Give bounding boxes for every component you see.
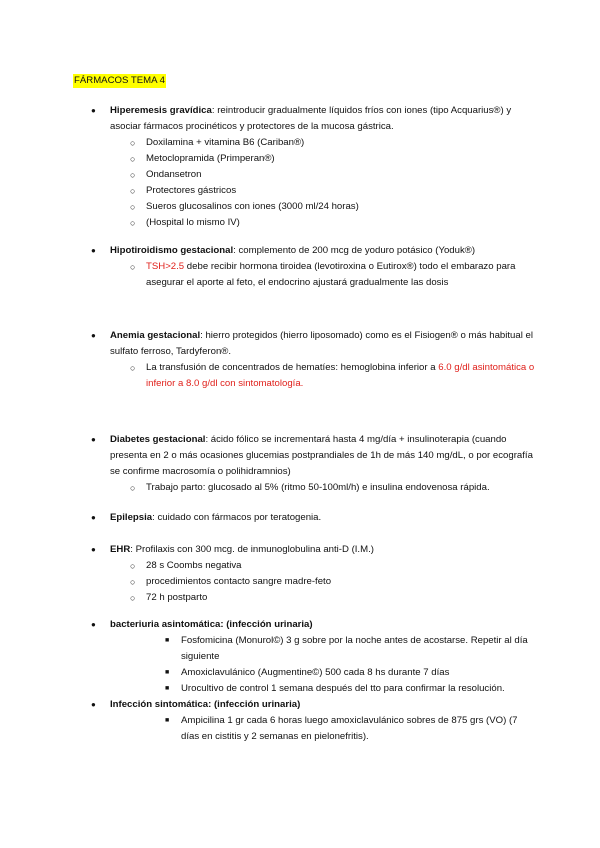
- highlight-text: TSH>2.5: [146, 261, 185, 272]
- circle-marker: ○: [130, 577, 136, 587]
- item-text: : complemento de 200 mcg de yoduro potásico (Yoduk®): [233, 245, 476, 256]
- item-text: Protectores gástricos: [146, 185, 237, 196]
- bullet-marker: ●: [91, 435, 96, 444]
- bullet-marker: ●: [91, 106, 96, 115]
- bullet-marker: ●: [91, 513, 96, 522]
- square-marker: ■: [165, 637, 170, 644]
- list-item: [0, 103, 600, 135]
- list-item: [0, 617, 600, 633]
- square-marker: ■: [165, 685, 170, 692]
- term: Anemia gestacional: [110, 330, 201, 341]
- item-text: La transfusión de concentrados de hematíes: hemoglobina inferior a: [146, 362, 439, 373]
- list-item: [0, 574, 600, 590]
- bullet-marker: ●: [91, 246, 96, 255]
- list-item: [0, 183, 600, 199]
- section-anemia: [0, 328, 600, 392]
- bullet-marker: ●: [91, 620, 96, 629]
- item-text: Urocultivo de control 1 semana después del tto para confirmar la resolución.: [181, 683, 505, 694]
- list-item: [0, 510, 600, 526]
- circle-marker: ○: [130, 154, 136, 164]
- item-text: Trabajo parto: glucosado al 5% (ritmo 50-100ml/h) e insulina endovenosa rápida.: [146, 482, 490, 493]
- item-text: : Profilaxis con 300 mcg. de inmunoglobulina anti-D (I.M.): [130, 544, 374, 555]
- item-text: Ampicilina 1 gr cada 6 horas luego amoxiclavulánico sobres de 875 grs (VO) (7 días en cistitis y 2 semanas en pielonefritis).: [181, 715, 518, 742]
- circle-marker: ○: [130, 593, 136, 603]
- item-text: Sueros glucosalinos con iones (3000 ml/24 horas): [146, 201, 359, 212]
- item-text: debe recibir hormona tiroidea (levotiroxina o Eutirox®) todo el embarazo para asegurar el aporte al feto, el endocrino ajustará gradualmente las dosis: [146, 261, 516, 288]
- list-item: [0, 243, 600, 259]
- circle-marker: ○: [130, 170, 136, 180]
- section-hipotiroidismo: [0, 243, 600, 291]
- term: Epilepsia: [110, 512, 153, 523]
- list-item: [0, 259, 600, 291]
- list-item: [0, 432, 600, 480]
- list-item: [0, 199, 600, 215]
- document-title: FÁRMACOS TEMA 4: [74, 75, 165, 86]
- list-item: [0, 633, 600, 665]
- highlight-text: 6.0 g/dl asintomática o inferior a 8.0 g/dl con sintomatología.: [146, 362, 535, 389]
- section-epilepsia: [0, 510, 600, 526]
- item-text: procedimientos contacto sangre madre-feto: [146, 576, 332, 587]
- item-text: Metoclopramida (Primperan®): [146, 153, 275, 164]
- item-text: Ondansetron: [146, 169, 202, 180]
- circle-marker: ○: [130, 483, 136, 493]
- term: EHR: [110, 544, 131, 555]
- term: bacteriuria asintomática: (infección urinaria): [110, 619, 313, 630]
- item-text: Fosfomicina (Monurol©) 3 g sobre por la noche antes de acostarse. Repetir al día siguiente: [181, 635, 528, 662]
- item-text: 72 h postparto: [146, 592, 208, 603]
- list-item: [0, 681, 600, 697]
- term: Diabetes gestacional: [110, 434, 206, 445]
- bullet-marker: ●: [91, 331, 96, 340]
- section-hiperemesis: [0, 103, 600, 231]
- circle-marker: ○: [130, 218, 136, 228]
- item-text: (Hospital lo mismo IV): [146, 217, 240, 228]
- circle-marker: ○: [130, 186, 136, 196]
- term: Infección sintomática: (infección urinaria): [110, 699, 301, 710]
- circle-marker: ○: [130, 202, 136, 212]
- item-text: 28 s Coombs negativa: [146, 560, 242, 571]
- item-text: : hierro protegidos (hierro liposomado) como es el Fisiogen® o más habitual el sulfato ferroso, Tardyferon®.: [110, 330, 533, 357]
- list-item: [0, 328, 600, 360]
- list-item: [0, 697, 600, 713]
- circle-marker: ○: [130, 262, 136, 272]
- list-item: [0, 151, 600, 167]
- list-item: [0, 542, 600, 558]
- list-item: [0, 480, 600, 496]
- item-text: : reintroducir gradualmente líquidos fríos con iones (tipo Acquarius®) y asociar fármacos procinéticos y protectores de la mucosa gástrica.: [110, 105, 512, 132]
- item-text: : cuidado con fármacos por teratogenia.: [152, 512, 322, 523]
- term: Hipotiroidismo gestacional: [110, 245, 234, 256]
- item-text: Amoxiclavulánico (Augmentine©) 500 cada 8 hs durante 7 días: [181, 667, 450, 678]
- list-item: [0, 167, 600, 183]
- list-item: [0, 713, 600, 745]
- section-ehr: [0, 542, 600, 606]
- list-item: [0, 135, 600, 151]
- list-item: [0, 590, 600, 606]
- item-text: : ácido fólico se incrementará hasta 4 mg/día + insulinoterapia (cuando presenta en 2 o más ocasiones glucemias postprandiales de 1h de más 140 mg/dL, o por ecografía se confirme macrosomía o polihidramnios): [110, 434, 533, 477]
- circle-marker: ○: [130, 138, 136, 148]
- bullet-marker: ●: [91, 700, 96, 709]
- list-item: [0, 360, 600, 392]
- section-bacteriuria: [0, 617, 600, 697]
- circle-marker: ○: [130, 561, 136, 571]
- section-diabetes: [0, 432, 600, 496]
- square-marker: ■: [165, 717, 170, 724]
- circle-marker: ○: [130, 363, 136, 373]
- list-item: [0, 215, 600, 231]
- bullet-marker: ●: [91, 545, 96, 554]
- section-infeccion: [0, 697, 600, 745]
- square-marker: ■: [165, 669, 170, 676]
- item-text: Doxilamina + vitamina B6 (Cariban®): [146, 137, 305, 148]
- list-item: [0, 665, 600, 681]
- list-item: [0, 558, 600, 574]
- term: Hiperemesis gravídica: [110, 105, 212, 116]
